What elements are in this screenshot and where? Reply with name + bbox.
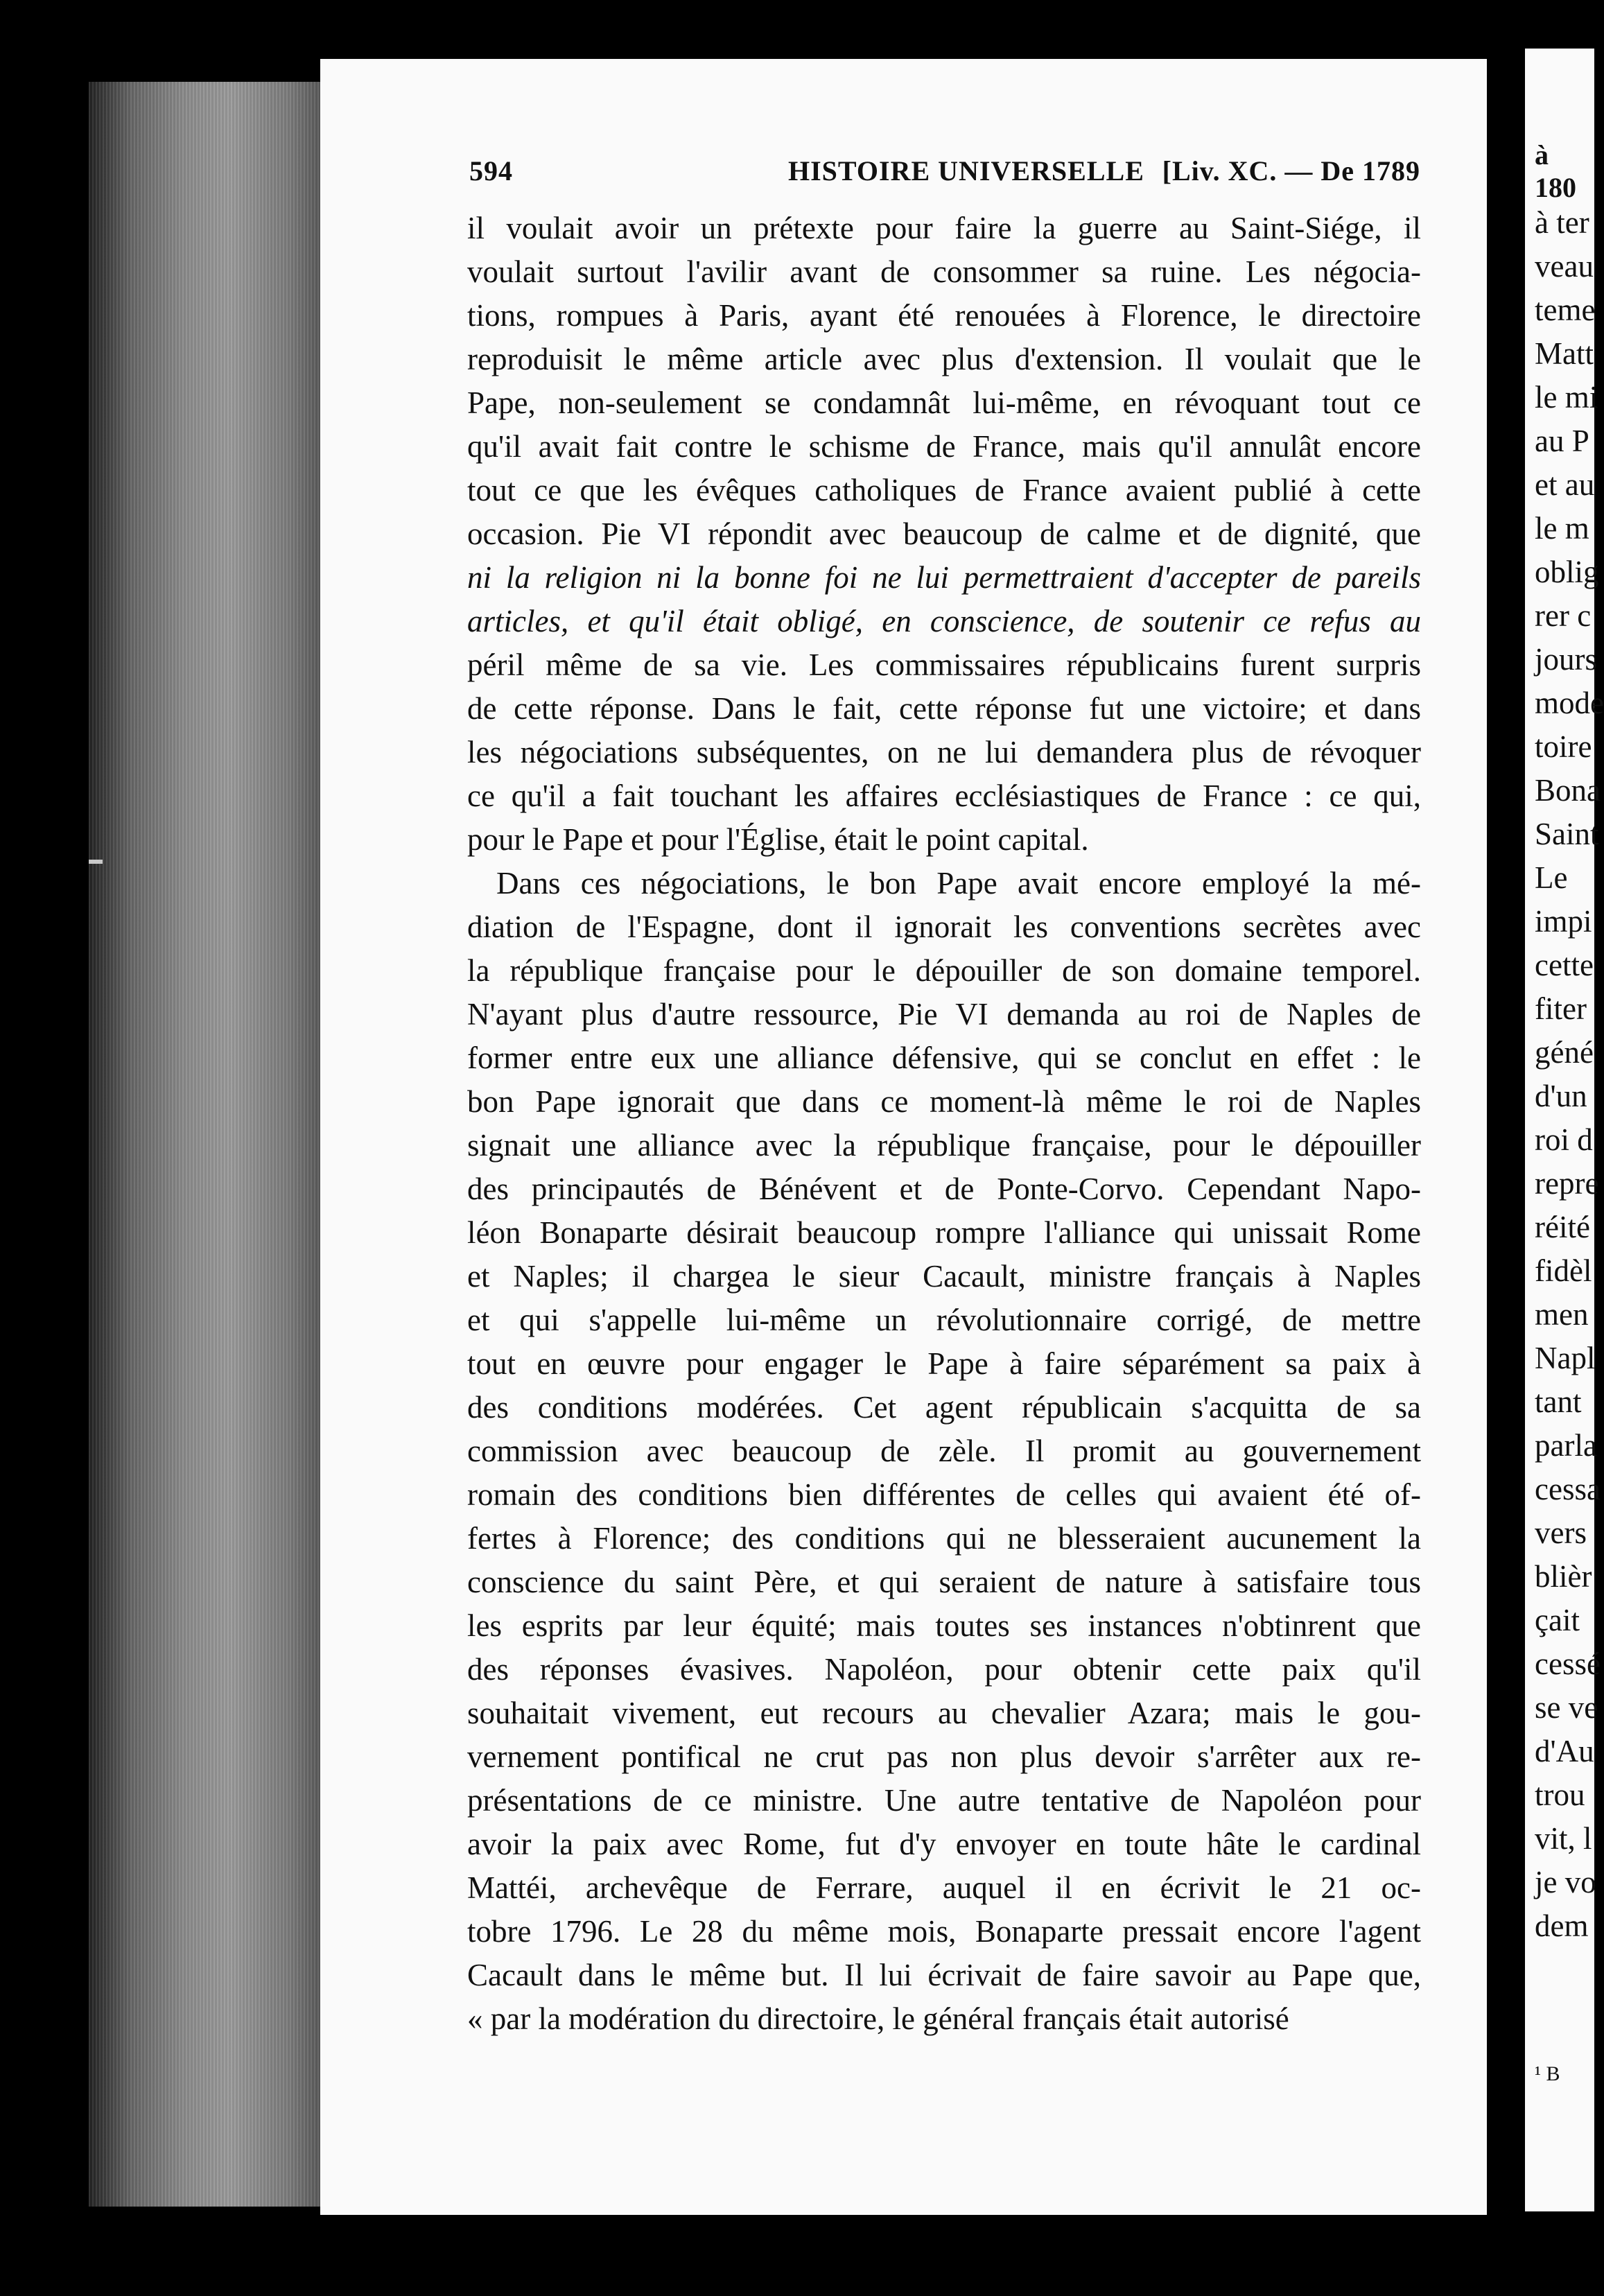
text-line: et Naples; il chargea le sieur Cacault, ministre français à Naples (467, 1259, 1421, 1294)
text-line: péril même de sa vie. Les commissaires républicains furent surpris (467, 647, 1421, 682)
facing-text-line: Le (1535, 860, 1568, 895)
facing-text-line: dem (1535, 1908, 1589, 1943)
facing-text-line: jours (1535, 642, 1597, 677)
facing-text-line: d'Au (1535, 1734, 1594, 1768)
facing-text-line: teme (1535, 293, 1596, 327)
facing-text-line: cessé (1535, 1646, 1601, 1681)
text-line: Pape, non-seulement se condamnât lui-même, en révoquant tout ce (467, 385, 1421, 420)
facing-text-line: d'un (1535, 1079, 1587, 1113)
facing-text-line: vit, l (1535, 1821, 1592, 1856)
text-line: Mattéi, archevêque de Ferrare, auquel il en écrivit le 21 oc- (467, 1870, 1421, 1905)
text-line: romain des conditions bien différentes de celles qui avaient été of- (467, 1477, 1421, 1512)
facing-text-line: impi (1535, 904, 1592, 939)
text-line: bon Pape ignorait que dans ce moment-là même le roi de Naples (467, 1084, 1421, 1119)
text-line: former entre eux une alliance défensive, qui se conclut en effet : le (467, 1041, 1421, 1075)
facing-text-line: le mi (1535, 380, 1598, 415)
facing-text-line: Matt (1535, 336, 1594, 371)
text-line: pour le Pape et pour l'Église, était le point capital. (467, 822, 1089, 857)
text-line: tobre 1796. Le 28 du même mois, Bonaparte pressait encore l'agent (467, 1914, 1421, 1949)
facing-text-line: veau (1535, 249, 1594, 284)
facing-text-line: trou (1535, 1777, 1585, 1812)
text-line: léon Bonaparte désirait beaucoup rompre l'alliance qui unissait Rome (467, 1215, 1421, 1250)
text-line: tout ce que les évêques catholiques de France avaient publié à cette (467, 473, 1421, 507)
text-line: signait une alliance avec la république française, pour le dépouiller (467, 1128, 1421, 1163)
facing-text-line: se ve (1535, 1690, 1598, 1725)
text-line: reproduisit le même article avec plus d'extension. Il voulait que le (467, 342, 1421, 376)
text-line: des principautés de Bénévent et de Ponte-Corvo. Cependant Napo- (467, 1172, 1421, 1206)
facing-text-line: toire (1535, 729, 1592, 764)
facing-text-line: et au (1535, 467, 1595, 502)
facing-text-line: fiter (1535, 991, 1587, 1026)
facing-text-line: le m (1535, 511, 1589, 546)
gutter (1487, 42, 1525, 2232)
text-line: articles, et qu'il était obligé, en conscience, de soutenir ce refus au (467, 604, 1421, 638)
facing-text-line: oblig (1535, 555, 1599, 589)
facing-text-line: cette (1535, 948, 1594, 982)
facing-text-line: je vo (1535, 1865, 1596, 1899)
text-line: « par la modération du directoire, le général français était autorisé (467, 2001, 1289, 2036)
text-line: qu'il avait fait contre le schisme de France, mais qu'il annulât encore (467, 429, 1421, 464)
facing-text-line: blièr (1535, 1559, 1592, 1594)
text-line: ni la religion ni la bonne foi ne lui permettraient d'accepter de pareils (467, 560, 1421, 595)
left-page (320, 59, 1487, 2215)
text-line: de cette réponse. Dans le fait, cette réponse fut une victoire; et dans (467, 691, 1421, 726)
running-head (469, 155, 1420, 196)
facing-text-line: tant (1535, 1384, 1582, 1419)
text-line: voulait surtout l'avilir avant de consommer sa ruine. Les négocia- (467, 254, 1421, 289)
facing-text-line: mode (1535, 686, 1604, 720)
facing-text-line: réité (1535, 1210, 1590, 1244)
facing-text-line: géné (1535, 1035, 1594, 1070)
page-number: 594 (469, 155, 513, 186)
text-line: vernement pontifical ne crut pas non plus devoir s'arrêter aux re- (467, 1739, 1421, 1774)
page-edge-mark (89, 860, 103, 864)
text-line: ce qu'il a fait touchant les affaires ecclésiastiques de France : ce qui, (467, 779, 1421, 813)
text-line: diation de l'Espagne, dont il ignorait les conventions secrètes avec (467, 910, 1421, 944)
section-reference: [Liv. XC. — De 1789 (1162, 155, 1420, 186)
facing-text-line: men (1535, 1297, 1589, 1332)
text-line: et qui s'appelle lui-même un révolutionnaire corrigé, de mettre (467, 1303, 1421, 1337)
text-line: tions, rompues à Paris, ayant été renouées à Florence, le directoire (467, 298, 1421, 333)
facing-page (1525, 49, 1604, 2211)
text-line: Cacault dans le même but. Il lui écrivait de faire savoir au Pape que, (467, 1958, 1421, 1992)
book-page-edges (89, 82, 324, 2207)
facing-text-line: rer c (1535, 598, 1592, 633)
text-line: la république française pour le dépouiller de son domaine temporel. (467, 953, 1421, 988)
facing-text-line: fidèl (1535, 1253, 1592, 1288)
text-line: les négociations subséquentes, on ne lui demandera plus de révoquer (467, 735, 1421, 769)
text-line: présentations de ce ministre. Une autre tentative de Napoléon pour (467, 1783, 1421, 1818)
facing-text-line: à ter (1535, 205, 1589, 240)
facing-text-line: çait (1535, 1603, 1580, 1637)
text-line: avoir la paix avec Rome, fut d'y envoyer en toute hâte le cardinal (467, 1827, 1421, 1861)
text-line: occasion. Pie VI répondit avec beaucoup de calme et de dignité, que (467, 516, 1421, 551)
facing-text-line: vers (1535, 1515, 1587, 1550)
text-line: Dans ces négociations, le bon Pape avait encore employé la mé- (496, 866, 1421, 901)
facing-text-line: repre (1535, 1166, 1599, 1201)
body-text (467, 207, 1421, 2041)
text-line: souhaitait vivement, eut recours au chevalier Azara; mais le gou- (467, 1696, 1421, 1730)
facing-page-head: à 180 (1535, 139, 1576, 203)
facing-text-line: roi d (1535, 1122, 1593, 1157)
facing-text-line: cessa (1535, 1472, 1601, 1506)
facing-page-text (1525, 201, 1604, 1948)
text-line: conscience du saint Père, et qui seraient de nature à satisfaire tous (467, 1565, 1421, 1599)
text-line: fertes à Florence; des conditions qui ne blesseraient aucunement la (467, 1521, 1421, 1556)
facing-text-line: parla (1535, 1428, 1597, 1463)
text-line: tout en œuvre pour engager le Pape à faire séparément sa paix à (467, 1346, 1421, 1381)
facing-text-line: Bona (1535, 773, 1601, 808)
text-line: N'ayant plus d'autre ressource, Pie VI demanda au roi de Naples de (467, 997, 1421, 1032)
text-line: des conditions modérées. Cet agent républicain s'acquitta de sa (467, 1390, 1421, 1425)
facing-text-line: Napl (1535, 1341, 1596, 1375)
facing-text-line: Saint (1535, 817, 1599, 851)
text-line: des réponses évasives. Napoléon, pour obtenir cette paix qu'il (467, 1652, 1421, 1687)
text-line: il voulait avoir un prétexte pour faire la guerre au Saint-Siége, il (467, 211, 1421, 245)
running-title: HISTOIRE UNIVERSELLE (788, 155, 1144, 186)
text-line: commission avec beaucoup de zèle. Il promit au gouvernement (467, 1434, 1421, 1468)
facing-page-footnote: ¹ B (1535, 2062, 1560, 2085)
text-line: les esprits par leur équité; mais toutes ses instances n'obtinrent que (467, 1608, 1421, 1643)
facing-text-line: au P (1535, 424, 1589, 458)
